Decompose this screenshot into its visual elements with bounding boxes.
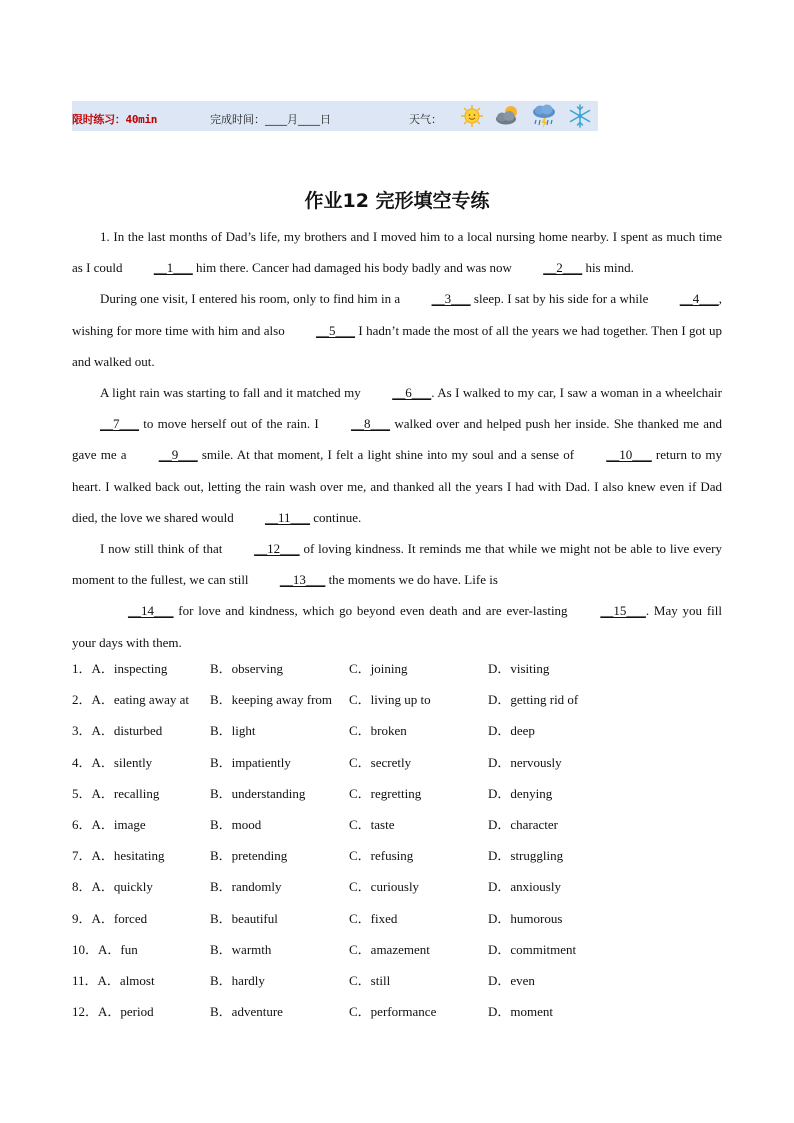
question-options-row	[72, 939, 722, 970]
passage-text: the moments we do have. Life is	[325, 572, 498, 588]
passage-text: for love and kindness, which go beyond even death and are ever-lasting	[173, 603, 573, 619]
option-a: 11．A．almost	[72, 972, 155, 988]
option-b: B．light	[210, 723, 256, 739]
option-b: B．keeping away from	[210, 692, 333, 708]
option-d: D．moment	[488, 1004, 553, 1020]
option-c: C．fixed	[349, 910, 398, 926]
option-c: C．curiously	[349, 879, 420, 895]
question-number: 11．	[72, 972, 98, 988]
worksheet-header	[72, 101, 598, 131]
blank-12: __12___	[254, 541, 300, 557]
passage-text: I now still think of that	[100, 541, 227, 557]
option-c: C．amazement	[349, 941, 430, 957]
question-number: 8．	[72, 879, 92, 895]
option-c: C．living up to	[349, 692, 431, 708]
option-a: 3．A．disturbed	[72, 723, 163, 739]
option-d: D．struggling	[488, 848, 564, 864]
option-a: 6．A．image	[72, 816, 146, 832]
weather-label: 天气：	[409, 113, 442, 126]
question-number: 6．	[72, 816, 92, 832]
option-a: 1．A．inspecting	[72, 661, 168, 676]
option-c: C．broken	[349, 723, 407, 739]
question-options-row	[72, 752, 722, 783]
option-d: D．nervously	[488, 754, 562, 770]
cloze-passage	[72, 221, 722, 658]
option-b: B．randomly	[210, 879, 282, 895]
blank-9: __9___	[158, 447, 198, 463]
question-options-row	[72, 689, 722, 720]
completion-time-label: 完成时间：____月____日	[210, 113, 331, 126]
question-options-row	[72, 845, 722, 876]
blank-13: __13___	[279, 572, 326, 588]
option-c: C．performance	[349, 1004, 437, 1020]
blank-3: __3___	[431, 291, 471, 307]
option-b: B．observing	[210, 661, 283, 676]
option-a: 8．A．quickly	[72, 879, 153, 895]
question-options-row	[72, 783, 722, 814]
option-d: D．deep	[488, 723, 535, 739]
blank-11: __11___	[264, 509, 311, 525]
passage-text: continue.	[310, 509, 362, 525]
paragraph-2	[72, 283, 722, 377]
option-d: D．getting rid of	[488, 692, 579, 708]
option-c: C．taste	[349, 816, 395, 832]
option-a: 4．A．silently	[72, 754, 153, 770]
question-number: 9．	[72, 910, 92, 926]
option-a: 5．A．recalling	[72, 785, 160, 801]
question-options-row	[72, 908, 722, 939]
blank-6: __6___	[392, 385, 432, 401]
passage-text: smile. At that moment, I felt a light shine into my soul and a sense of	[197, 447, 579, 463]
question-number: 1．	[72, 661, 92, 676]
blank-5: __5___	[316, 322, 356, 338]
storm-icon	[528, 101, 560, 131]
passage-text: him there. Cancer had damaged his body badly and was now	[192, 260, 516, 276]
passage-text: . May you fill your days with them.	[72, 603, 722, 650]
passage-text: A light rain was starting to fall and it matched my	[100, 385, 365, 401]
option-b: B．pretending	[210, 848, 288, 864]
answer-options	[72, 658, 722, 1032]
blank-8: __8___	[351, 416, 391, 432]
option-b: B．warmth	[210, 941, 272, 957]
option-d: D．denying	[488, 785, 553, 801]
option-b: B．impatiently	[210, 754, 291, 770]
blank-10: __10___	[606, 447, 652, 463]
option-a: 12．A．period	[72, 1004, 154, 1020]
option-d: D．commitment	[488, 941, 577, 957]
blank-7: __7___	[100, 416, 139, 432]
question-options-row	[72, 658, 722, 689]
option-b: B．beautiful	[210, 910, 278, 926]
paragraph-4	[72, 533, 722, 595]
option-c: C．joining	[349, 661, 408, 676]
option-d: D．visiting	[488, 661, 550, 676]
question-options-row	[72, 876, 722, 907]
question-number: 10．	[72, 941, 99, 957]
question-number: 4．	[72, 754, 92, 770]
passage-text: walked over and helped push her inside. She thanked me and gave me a	[72, 416, 723, 463]
question-options-row	[72, 814, 722, 845]
option-d: D．character	[488, 816, 559, 832]
option-b: B．hardly	[210, 972, 265, 988]
question-number: 3．	[72, 723, 92, 739]
option-c: C．regretting	[349, 785, 422, 801]
snowflake-icon	[564, 101, 596, 131]
question-options-row	[72, 1001, 722, 1032]
passage-text: return to my heart. I walked back out, letting the rain wash over me, and thanked all the years I had with Dad. I also knew even if Dad died, the love we shared would	[72, 447, 723, 525]
option-d: D．humorous	[488, 910, 563, 926]
passage-text: 1. In the last months of Dad’s life, my brothers and I moved him to a local nursing home nearby. I spent as much time as I could	[72, 229, 722, 276]
option-b: B．understanding	[210, 785, 306, 801]
passage-text: of loving kindness. It reminds me that while we might not be able to live every moment to the fullest, we can still	[72, 541, 722, 588]
question-options-row	[72, 970, 722, 1001]
question-number: 12．	[72, 1004, 99, 1020]
option-a: 2．A．eating away at	[72, 692, 189, 708]
passage-text: During one visit, I entered his room, only to find him in a	[100, 291, 404, 307]
option-a: 7．A．hesitating	[72, 848, 165, 864]
paragraph-3	[72, 377, 722, 533]
question-number: 2．	[72, 692, 92, 708]
question-options-row	[72, 720, 722, 751]
option-d: D．anxiously	[488, 879, 561, 895]
blank-4: __4___	[679, 291, 719, 307]
sun-icon	[456, 101, 488, 131]
option-c: C．still	[349, 972, 391, 988]
passage-text: his mind.	[582, 260, 634, 276]
blank-1: __1___	[153, 260, 193, 276]
blank-15: __15___	[600, 603, 646, 619]
partly-cloudy-icon	[492, 101, 524, 131]
blank-2: __2___	[543, 260, 583, 276]
question-number: 5．	[72, 785, 92, 801]
option-c: C．secretly	[349, 754, 412, 770]
option-b: B．mood	[210, 816, 262, 832]
option-c: C．refusing	[349, 848, 414, 864]
option-b: B．adventure	[210, 1004, 283, 1020]
time-limit-label: 限时练习：40min	[72, 113, 158, 126]
question-number: 7．	[72, 848, 92, 864]
page-title: 作业12 完形填空专练	[304, 190, 490, 212]
passage-text: I hadn’t made the most of all the years we had together. Then I got up and walked out.	[72, 322, 722, 369]
paragraph-1	[72, 221, 722, 283]
passage-text: to move herself out of the rain. I	[139, 416, 324, 432]
option-a: 9．A．forced	[72, 910, 148, 926]
option-a: 10．A．fun	[72, 941, 138, 957]
blank-14: __14___	[128, 603, 174, 619]
passage-text: sleep. I sat by his side for a while	[470, 291, 652, 307]
passage-text: . As I walked to my car, I saw a woman in a wheelchair	[431, 385, 722, 401]
paragraph-5	[72, 595, 722, 657]
option-d: D．even	[488, 972, 535, 988]
passage-text: , wishing for more time with him and also	[72, 291, 722, 338]
